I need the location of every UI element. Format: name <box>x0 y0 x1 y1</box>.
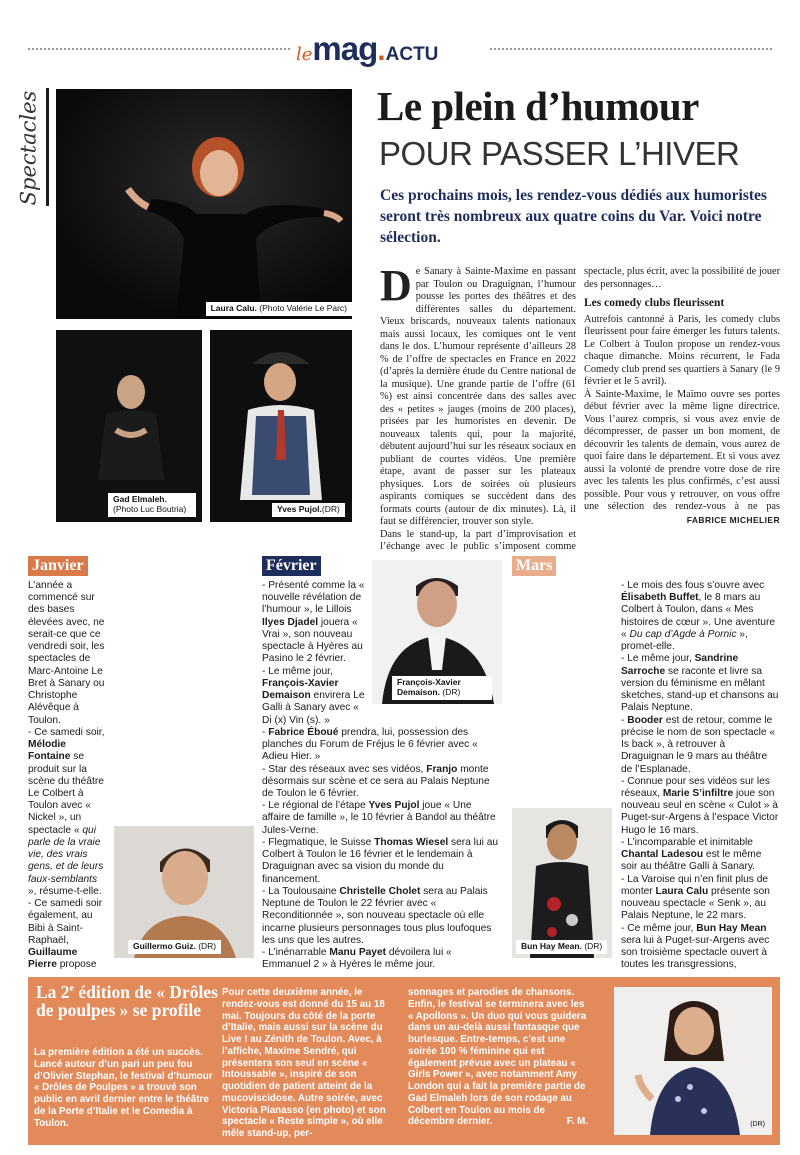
photo-bun-hay-mean <box>512 808 612 958</box>
mars-paragraph: - Le mois des fous s’ouvre avec Élisabeth Buffet, le 8 mars au Colbert à Toulon, dans « Mes histoires de cœur ». Une aventure « Du cap d’Agde à Pornic », promet-elle. <box>621 580 776 653</box>
caption-credit: (Photo Valérie Le Parc) <box>259 303 347 314</box>
intro-paragraph-4: Autrefois cantonné à Paris, les comedy clubs fleurissent pour faire émerger les futurs talents. Le Colbert à Toulon propose un rendez-vous chaque dimanche. Moins récurrent, le Fada Comedy club prend ses quartiers à Sanary (le 9 février et le 5 avril). <box>584 313 780 388</box>
fevrier-paragraph: - Le régional de l’étape Yves Pujol joue « Une affaire de famille », le 10 février à Bandol au théâtre Jules-Verne. <box>262 800 496 836</box>
janvier-paragraph: - Ce samedi soir, Mélodie Fontaine se produit sur la scène du théâtre Le Colbert à Toulon avec « Nickel », un spectacle « qui parle de la vraie vie, des vrais gens, et de leurs faux-semblants », résume-t-elle. <box>28 726 105 897</box>
caption-name: François-Xavier Demaison. <box>397 677 461 698</box>
intro-paragraph-1: e Sanary à Sainte-Maxime en passant par Toulon ou Draguignan, l’humour pousse les portes des théâtres et des différentes salles du département. Vieux briscards, nouveaux talents nationaux mais aussi locaux, les comiques ont le vent dans le dos. L’humour représente d’ailleurs 28 % de l’offre de spectacles en France en 2022 (d’après la dernière étude du Centre national de la musique). Une grande partie de l’offre (61 %) est ainsi concentrée dans des salles avec des « petites » jauges (moins de 200 places), prisées par les humoristes en devenir. De nouveaux talents qui, pour la majorité, débutent aujourd’hui sur les réseaux sociaux en publiant de courtes vidéos. Une première étape, avant de passer sur les plateaux physiques. Lors de soirées où plusieurs aspirants comiques se succèdent dans des formats courts (autour de dix minutes). Là, il faut se différencier, trouver son style. <box>380 266 576 527</box>
logo-mag: mag <box>312 30 378 67</box>
caption-box-credit: (DR) <box>750 1120 765 1128</box>
caption-name: Bun Hay Mean. <box>521 941 582 952</box>
intro-column-2 <box>584 266 780 512</box>
mars-paragraph: - Connue pour ses vidéos sur les réseaux, Marie S’infiltre joue son nouveau seul en scène « Culot » à Puget-sur-Argens à l’espace Victor Hugo le 16 mars. <box>621 775 779 836</box>
caption-laura-calu <box>206 302 352 316</box>
mars-paragraph: - Booder est de retour, comme le précise le nom de son spectacle « Is back », à retrouver à Draguignan le 9 mars au théâtre de l’Esplanade. <box>621 714 776 775</box>
photo-guillermo-guiz <box>114 826 254 958</box>
photo-gad-elmaleh <box>56 330 202 522</box>
festival-box-column-1: La première édition a été un succès. Lancé autour d’un pari un peu fou d’Olivier Stephan, le festival d’humour « Drôles de Poulpes » a trouvé son public en avril dernier entre le théâtre de la Porte d’Italie et le Comedia à Toulon. <box>34 1047 213 1129</box>
month-label-mars: Mars <box>512 556 556 576</box>
caption-credit: (Photo Luc Boutria) <box>113 504 187 515</box>
janvier-paragraph: L’année a commencé sur des bases élevées avec, ne serait-ce que ce vendredi soir, les spectacles de Marc-Antoine Le Bret à Sanary ou Christophe Alévêque à Toulon. <box>28 580 105 726</box>
caption-credit: (DR) <box>321 504 340 515</box>
rubric-label: Spectacles <box>16 90 41 205</box>
fevrier-paragraph: - Star des réseaux avec ses vidéos, Franjo monte désormais sur scène et ce sera au Palais Neptune de Toulon le 6 février. <box>262 763 490 799</box>
bun-hay-mean-figure <box>512 808 612 958</box>
fevrier-paragraph: - L’inénarrable Manu Payet dévoilera lui « Emmanuel 2 » à Hyères le même jour. <box>262 947 452 971</box>
caption-demaison <box>392 676 492 700</box>
fevrier-paragraph: - Fabrice Éboué prendra, lui, possession des planches du Forum de Fréjus le 6 février avec « Adieu Hier. » <box>262 726 478 763</box>
fevrier-paragraph: - Flegmatique, le Suisse Thomas Wiesel sera lui au Colbert à Toulon le 16 février et le lendemain à Draguignan avec sa vision du monde du financement. <box>262 836 499 885</box>
subheading-comedy-clubs: Les comedy clubs fleurissent <box>584 297 725 309</box>
caption-bun-hay-mean <box>516 940 607 954</box>
section-label: ACTU <box>385 44 439 65</box>
header-dotted-rule-right <box>490 48 772 50</box>
article-signature: FABRICE MICHELIER <box>686 515 780 525</box>
caption-guillermo-guiz <box>128 940 221 954</box>
caption-credit: (DR) <box>584 941 603 952</box>
fevrier-paragraph: - La Toulousaine Christelle Cholet sera au Palais Neptune de Toulon le 22 février avec « Reconditionnée », son nouveau spectacle où elle incarne plusieurs personnages tous plus loufoques les uns que les autres. <box>262 885 492 946</box>
caption-name: Guillermo Guiz. <box>133 941 196 952</box>
magazine-logo <box>296 30 438 70</box>
photo-yves-pujol <box>210 330 352 522</box>
caption-gad-elmaleh <box>108 493 196 517</box>
caption-credit: (DR) <box>442 687 461 698</box>
photo-victoria-pianasso <box>614 987 772 1135</box>
photo-laura-calu <box>56 89 352 319</box>
laura-calu-figure <box>56 89 352 319</box>
mars-paragraph: - La Varoise qui n’en finit plus de monter Laura Calu présente son nouveau spectacle « Senk », au Palais Neptune, le 22 mars. <box>621 873 770 922</box>
mars-paragraph: - Le même jour, Sandrine Sarroche se raconte et livre sa version du féminisme en mêlant sketches, stand-up et chansons au Palais Neptune. <box>621 653 779 714</box>
guillermo-guiz-figure <box>114 826 254 958</box>
intro-paragraph-3: spectacle, plus écrit, avec la possibilité de jouer des personnages… <box>584 266 780 290</box>
fevrier-paragraph: - Le même jour, François-Xavier Demaison envirera Le Galli à Sanary avec « Di (x) Vin (s). » <box>262 665 365 726</box>
article-lead: Ces prochains mois, les rendez-vous dédiés aux humoristes seront très nombreux aux quatre coins du Var. Voici notre sélection. <box>380 187 767 246</box>
janvier-paragraph: - Ce samedi soir également, au Bibi à Saint-Raphaël, Guillaume Pierre propose <box>28 898 103 971</box>
festival-box-signature: F. M. <box>566 1116 588 1128</box>
yves-pujol-figure <box>210 330 352 522</box>
month-label-janvier: Janvier <box>28 556 88 576</box>
victoria-pianasso-figure <box>614 987 772 1135</box>
festival-box-column-3: sonnages et parodies de chansons. Enfin, le festival se terminera avec les « Apollons ». Un duo qui vous guidera dans un au-delà aussi fantasque que burlesque. Entre-temps, c’est une soirée 100 % féminine qui est également prévue avec un plateau « Girls Power », avec notamment Amy London qui a fait la première partie de Gad Elmaleh lors de son rodage au Colbert en Toulon au mois de décembre dernier. F. M. <box>408 987 588 1128</box>
photo-francois-xavier-demaison <box>372 560 502 704</box>
caption-name: Yves Pujol. <box>277 504 322 515</box>
caption-name: Gad Elmaleh. <box>113 494 167 505</box>
header-dotted-rule-left <box>28 48 290 50</box>
rubric-bar <box>46 88 49 206</box>
festival-box <box>28 977 780 1145</box>
festival-box-title: La 2e édition de « Drôles de poulpes » se profile <box>36 982 218 1020</box>
intro-column-1 <box>380 266 576 554</box>
logo-dot: . <box>377 34 386 67</box>
caption-yves-pujol <box>272 503 345 517</box>
article-subtitle: POUR PASSER L’HIVER <box>379 135 740 172</box>
festival-box-column-2: Pour cette deuxième année, le rendez-vous est donné du 15 au 18 mai. Toujours du côté de la porte d’Italie, mais aussi sur la scène du Live ! au Zénith de Toulon. Avec, à l’affiche, Maxime Sendré, qui présentera son seul en scène « Intoussable », inspiré de son quotidien de patient atteint de la mucoviscidose. Autre soirée, avec Victoria Pianasso (en photo) et son spectacle « Reste simple », où elle mêle stand-up, per- <box>222 987 386 1139</box>
drop-cap: D <box>380 266 412 310</box>
rubric-vertical <box>8 90 48 205</box>
intro-paragraph-2: Dans le stand-up, la part d’improvisation et l’échange avec le public s’imposent comme <box>380 528 576 552</box>
logo-le: le <box>296 44 313 65</box>
caption-credit: (DR) <box>198 941 217 952</box>
article-title: Le plein d’humour <box>377 83 699 129</box>
intro-paragraph-5: À Sainte-Maxime, le Maïmo ouvre ses portes début février avec la même ligne directrice. Vous l’aurez compris, si vous avez envie de décompresser, de passer un bon moment, de découvrir les talents de demain, vous aurez de quoi faire dans le département. Et si vous avez aussi la volonté de prendre votre dose de rire avec les talents les plus confirmés, c’est aussi possible. Pour vous y retrouver, on vous offre une sélection des rendez-vous à ne pas <box>584 388 780 512</box>
fevrier-paragraph: - Présenté comme la « nouvelle révélation de l’humour », le Lillois Ilyes Djadel jouera « Vrai », son nouveau spectacle à Hyères au Pasino le 2 février. <box>262 580 365 665</box>
month-label-fevrier: Février <box>262 556 321 576</box>
caption-name: Laura Calu. <box>210 303 257 314</box>
mars-paragraph: - L’incomparable et inimitable Chantal Ladesou est le même soir au théâtre Galli à Sanary. <box>621 836 762 873</box>
mars-paragraph: - Ce même jour, Bun Hay Mean sera lui à Puget-sur-Argens avec son troisième spectacle ouvert à toutes les transgressions, <box>621 922 770 971</box>
